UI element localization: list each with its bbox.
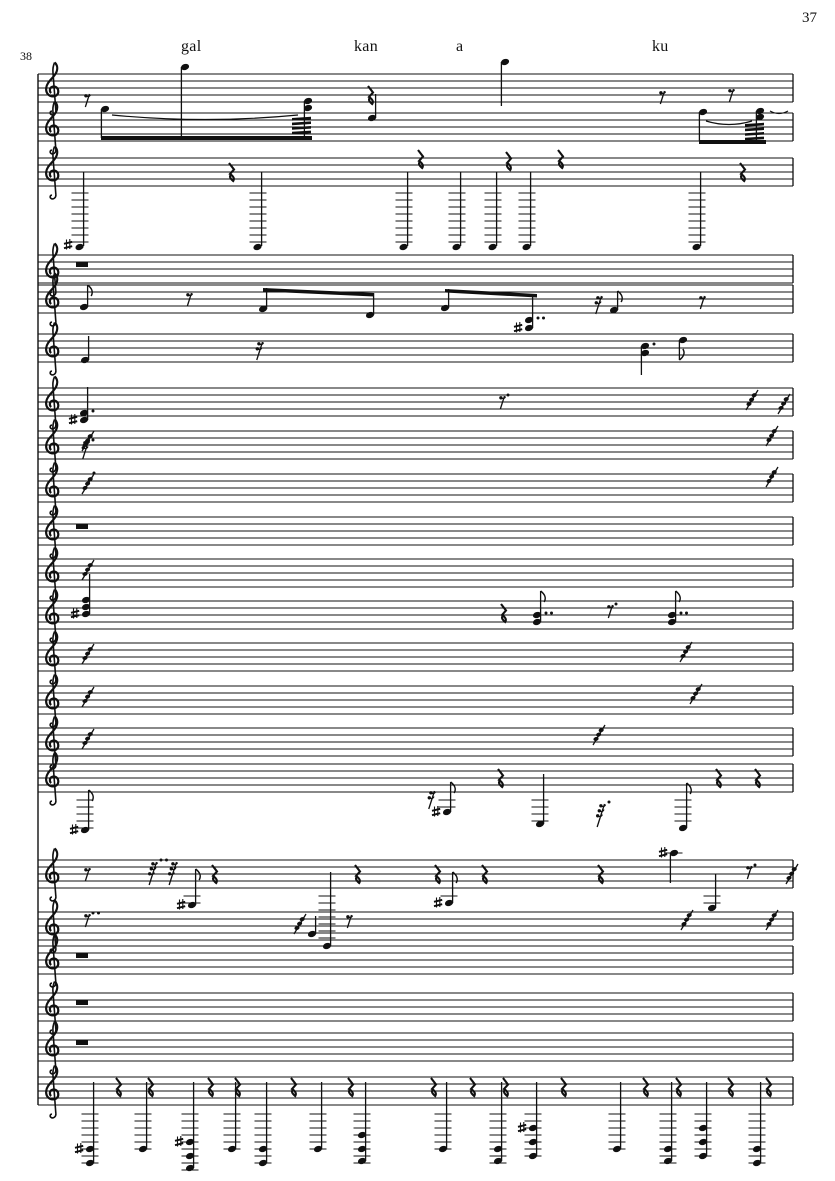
beam	[445, 289, 537, 298]
sharp-icon	[434, 900, 442, 902]
sharp-icon	[69, 417, 77, 419]
lyric-syllable: ku	[652, 38, 669, 55]
augmentation-dot	[537, 317, 540, 320]
sharp-icon	[434, 904, 442, 906]
quarter-rest-icon	[503, 1078, 508, 1096]
treble-clef-icon	[46, 935, 58, 987]
treble-clef-icon	[50, 800, 56, 805]
treble-clef-icon	[50, 370, 56, 375]
treble-clef-icon	[46, 102, 58, 154]
sharp-icon	[659, 850, 667, 852]
augmentation-dot	[754, 864, 757, 867]
augmentation-dot	[92, 439, 95, 442]
sharp-icon	[432, 809, 440, 811]
beam	[699, 140, 766, 144]
beam	[292, 121, 311, 125]
sharp-icon	[514, 325, 522, 327]
beam	[745, 123, 764, 127]
beam	[745, 137, 764, 141]
treble-clef-icon	[50, 1113, 56, 1118]
sharp-icon	[175, 1139, 183, 1141]
quarter-rest-icon	[728, 1078, 733, 1096]
augmentation-dot	[653, 343, 656, 346]
treble-clef-icon	[46, 147, 58, 199]
whole-rest-icon	[76, 524, 88, 529]
treble-clef-icon	[46, 632, 58, 666]
sharp-icon	[175, 1143, 183, 1145]
whole-rest-icon	[76, 953, 88, 958]
treble-clef-icon	[46, 717, 58, 751]
treble-clef-icon	[46, 849, 58, 901]
sharp-icon	[177, 906, 185, 908]
note-flag	[618, 291, 623, 302]
augmentation-dot	[507, 394, 510, 397]
treble-clef-icon	[46, 901, 58, 935]
note-flag	[451, 782, 456, 793]
treble-clef-icon	[46, 675, 58, 709]
augmentation-dot	[92, 912, 95, 915]
quarter-rest-icon	[148, 1078, 153, 1096]
sharp-icon	[659, 854, 667, 856]
sharp-icon	[514, 329, 522, 331]
treble-clef-icon	[46, 753, 58, 805]
treble-clef-icon	[46, 323, 58, 357]
quarter-rest-icon	[470, 1078, 475, 1096]
augmentation-dot	[93, 472, 96, 475]
note-flag	[88, 285, 93, 296]
treble-clef-icon	[46, 1066, 58, 1118]
tie	[112, 115, 298, 120]
sharp-icon	[69, 421, 77, 423]
treble-clef-icon	[46, 147, 58, 181]
lyric-syllable: gal	[181, 38, 202, 55]
treble-clef-icon	[46, 1066, 58, 1100]
quarter-rest-icon	[676, 1078, 681, 1096]
quarter-rest-icon	[116, 1078, 121, 1096]
augmentation-dot	[160, 859, 163, 862]
augmentation-dot	[97, 912, 100, 915]
sharp-icon	[518, 1125, 526, 1127]
augmentation-dot	[685, 612, 688, 615]
sharp-icon	[432, 813, 440, 815]
lyric-syllable: a	[456, 38, 464, 55]
beam	[101, 136, 312, 140]
measure-number: 38	[20, 49, 32, 63]
treble-clef-icon	[46, 548, 58, 582]
beam	[745, 127, 764, 131]
treble-clef-icon	[46, 102, 58, 136]
sharp-icon	[71, 611, 79, 613]
augmentation-dot	[680, 612, 683, 615]
treble-clef-icon	[46, 1022, 58, 1056]
quarter-rest-icon	[431, 1078, 436, 1096]
beam	[745, 132, 764, 136]
treble-clef-icon	[46, 420, 58, 454]
treble-clef-icon	[46, 849, 58, 883]
tie	[706, 121, 752, 125]
treble-clef-icon	[46, 753, 58, 787]
augmentation-dot	[165, 859, 168, 862]
augmentation-dot	[608, 801, 611, 804]
quarter-rest-icon	[766, 1078, 771, 1096]
treble-clef-icon	[46, 274, 58, 326]
quarter-rest-icon	[291, 1078, 296, 1096]
treble-clef-icon	[46, 377, 58, 411]
quarter-rest-icon	[506, 152, 511, 170]
page-number: 37	[802, 10, 817, 26]
augmentation-dot	[92, 410, 95, 413]
quarter-rest-icon	[501, 604, 506, 622]
quarter-rest-icon	[348, 1078, 353, 1096]
sharp-icon	[70, 831, 78, 833]
lyric-syllable: kan	[354, 38, 379, 55]
sharp-icon	[518, 1129, 526, 1131]
treble-clef-icon	[46, 506, 58, 540]
treble-clef-icon	[46, 63, 58, 97]
augmentation-dot	[550, 612, 553, 615]
treble-clef-icon	[46, 323, 58, 375]
quarter-rest-icon	[643, 1078, 648, 1096]
treble-clef-icon	[46, 463, 58, 497]
note-flag	[676, 591, 681, 602]
whole-rest-icon	[76, 262, 88, 267]
quarter-rest-icon	[561, 1078, 566, 1096]
quarter-rest-icon	[418, 150, 423, 168]
whole-rest-icon	[76, 1040, 88, 1045]
sharp-icon	[75, 1150, 83, 1152]
treble-clef-icon	[46, 244, 58, 278]
whole-rest-icon	[76, 1000, 88, 1005]
note-flag	[541, 591, 546, 602]
augmentation-dot	[542, 317, 545, 320]
sharp-icon	[64, 246, 72, 248]
sharp-icon	[75, 1146, 83, 1148]
augmentation-dot	[545, 612, 548, 615]
sharp-icon	[64, 242, 72, 244]
treble-clef-icon	[46, 590, 58, 624]
augmentation-dot	[615, 603, 618, 606]
treble-clef-icon	[50, 194, 56, 199]
quarter-rest-icon	[208, 1078, 213, 1096]
quarter-rest-icon	[558, 150, 563, 168]
